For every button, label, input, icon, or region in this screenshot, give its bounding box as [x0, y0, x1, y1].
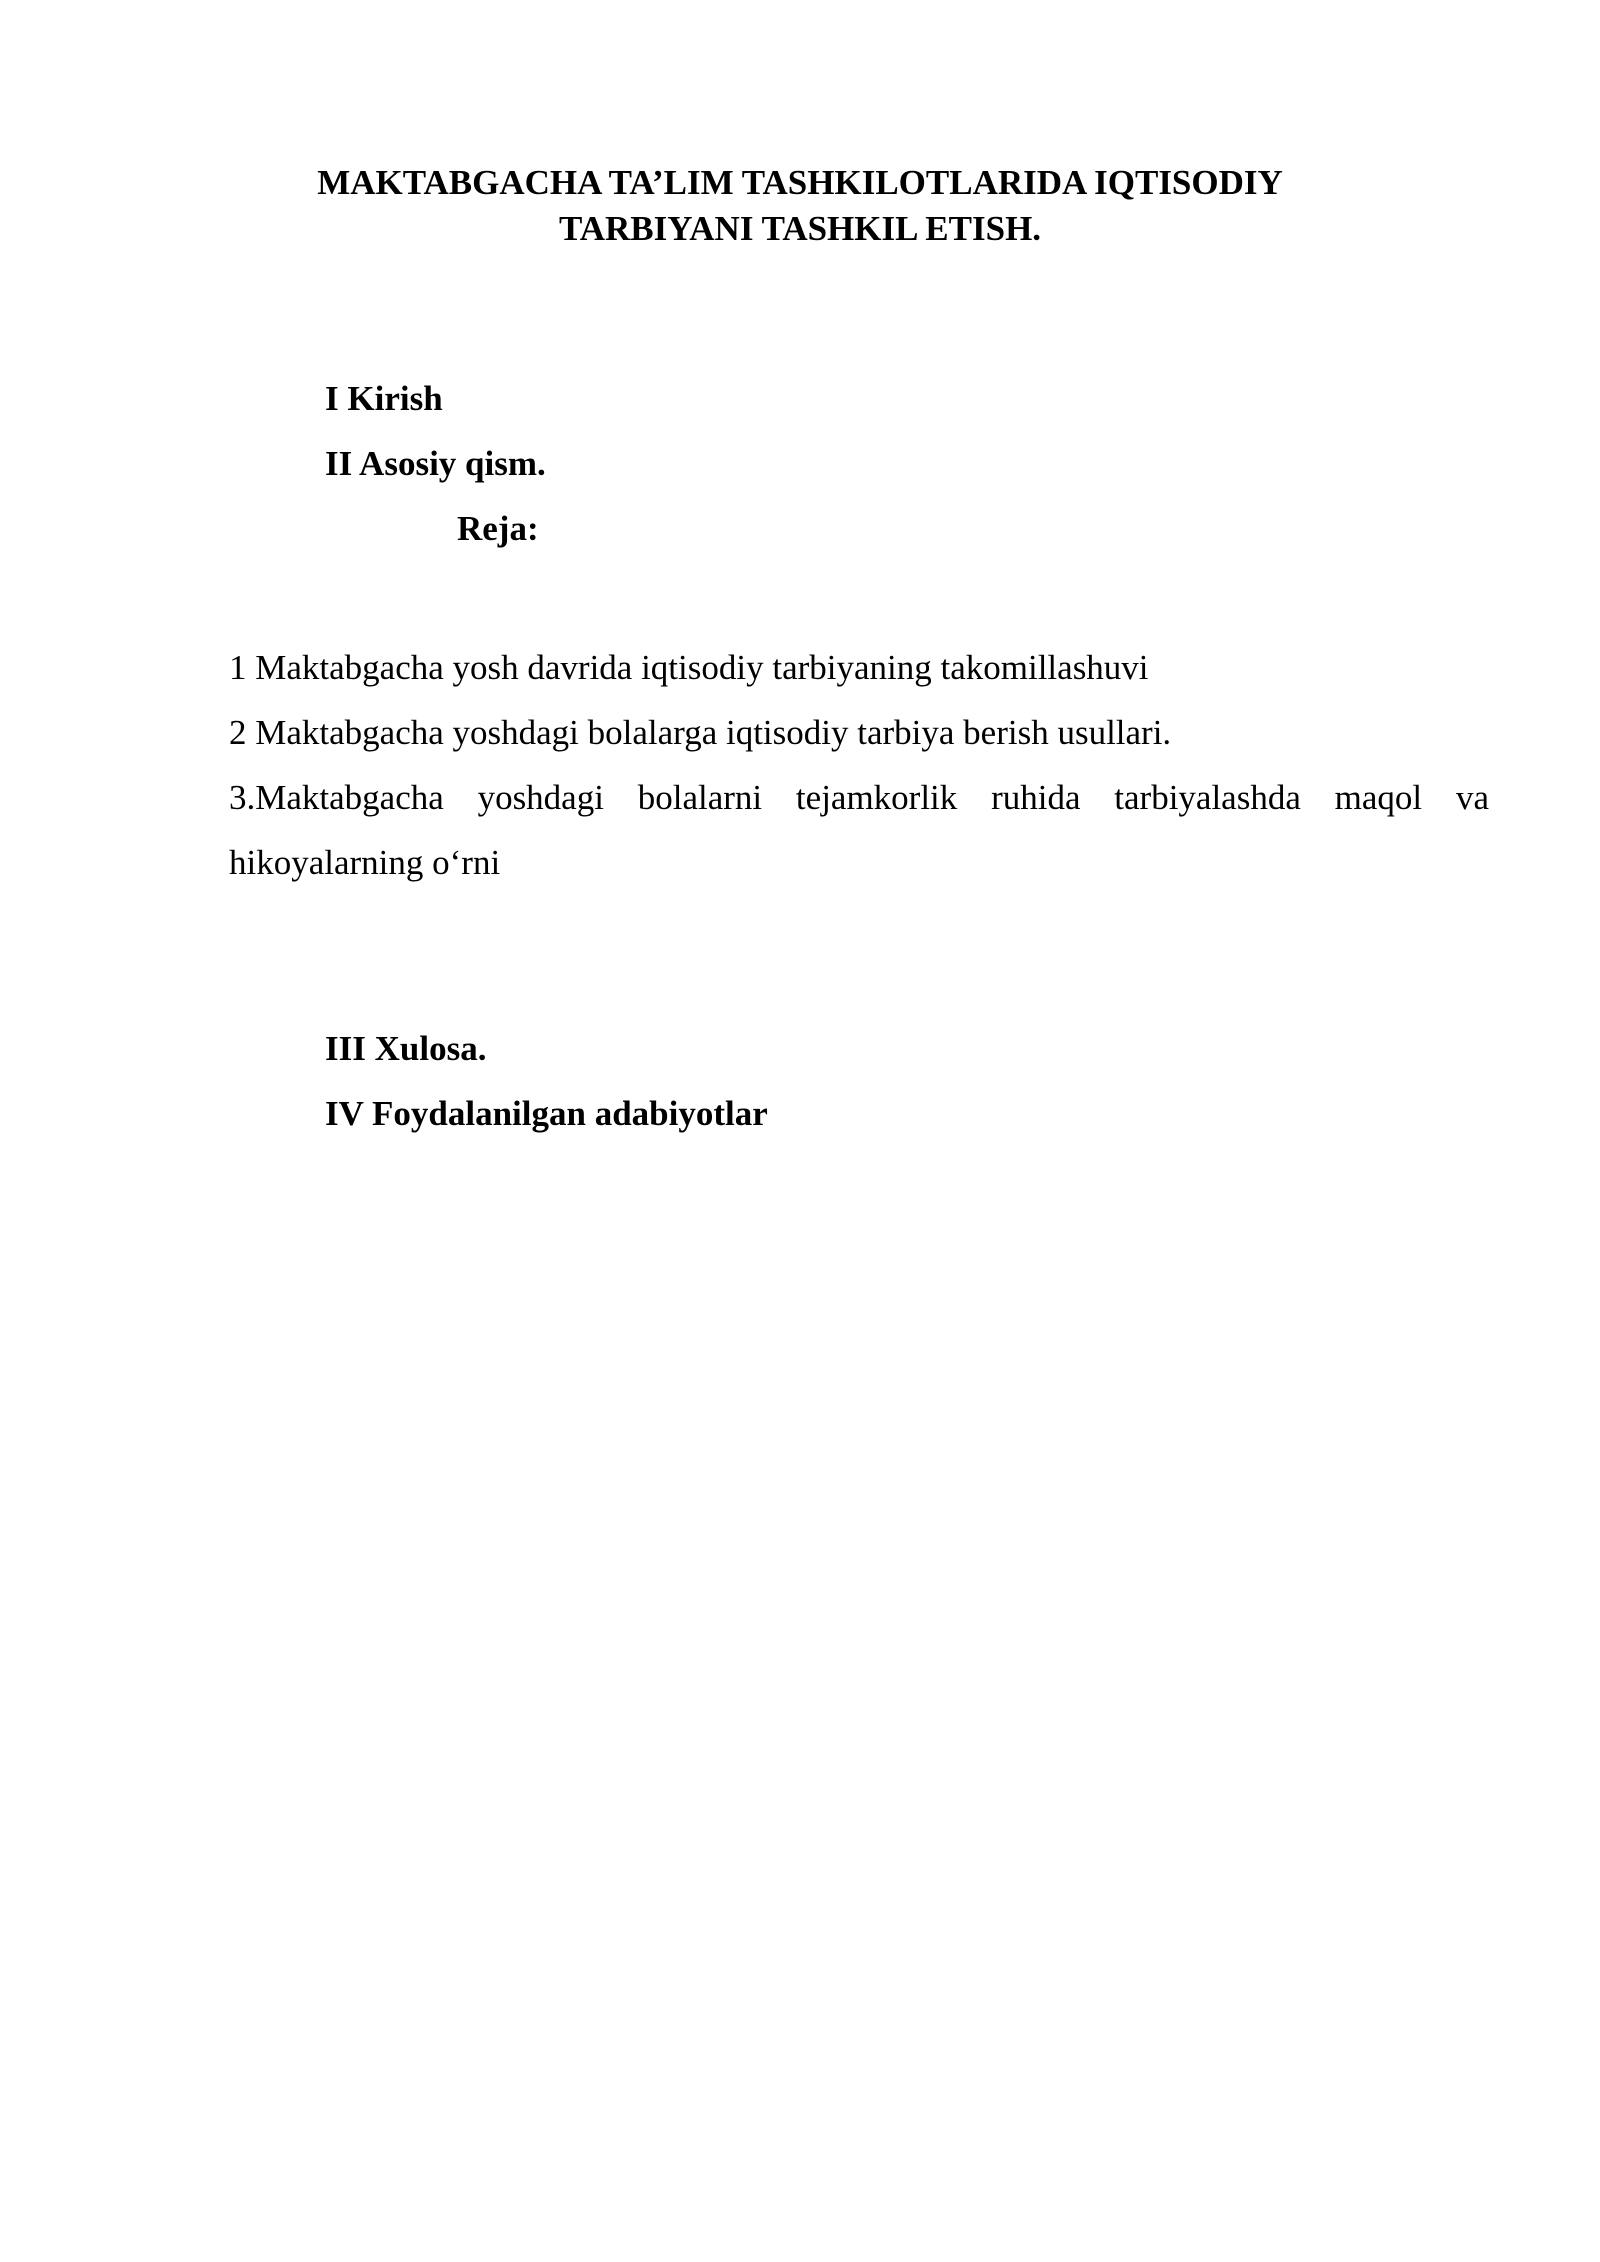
section-intro-heading: I Kirish [325, 379, 443, 418]
plan-label: Reja: [457, 509, 539, 548]
title-line-1: MAKTABGACHA TA’LIM TASHKILOTLARIDA IQTISODIY [317, 163, 1283, 202]
title-line-2: TARBIYANI TASHKIL ETISH. [558, 209, 1042, 248]
plan-item-1: 1 Maktabgacha yosh davrida iqtisodiy tarbiyaning takomillashuvi [229, 648, 1149, 687]
section-main-heading: II Asosiy qism. [325, 444, 546, 483]
section-references-heading: IV Foydalanilgan adabiyotlar [325, 1094, 768, 1133]
document-title [230, 160, 1370, 252]
plan-item-2: 2 Maktabgacha yoshdagi bolalarga iqtisodiy tarbiya berish usullari. [229, 713, 1172, 752]
plan-item-3: 3.Maktabgacha yoshdagi bolalarni tejamkorlik ruhida tarbiyalashda maqol va hikoyalarning o‘rni [229, 778, 1489, 882]
plan-list [229, 635, 1489, 895]
section-conclusion-heading: III Xulosa. [325, 1029, 487, 1068]
